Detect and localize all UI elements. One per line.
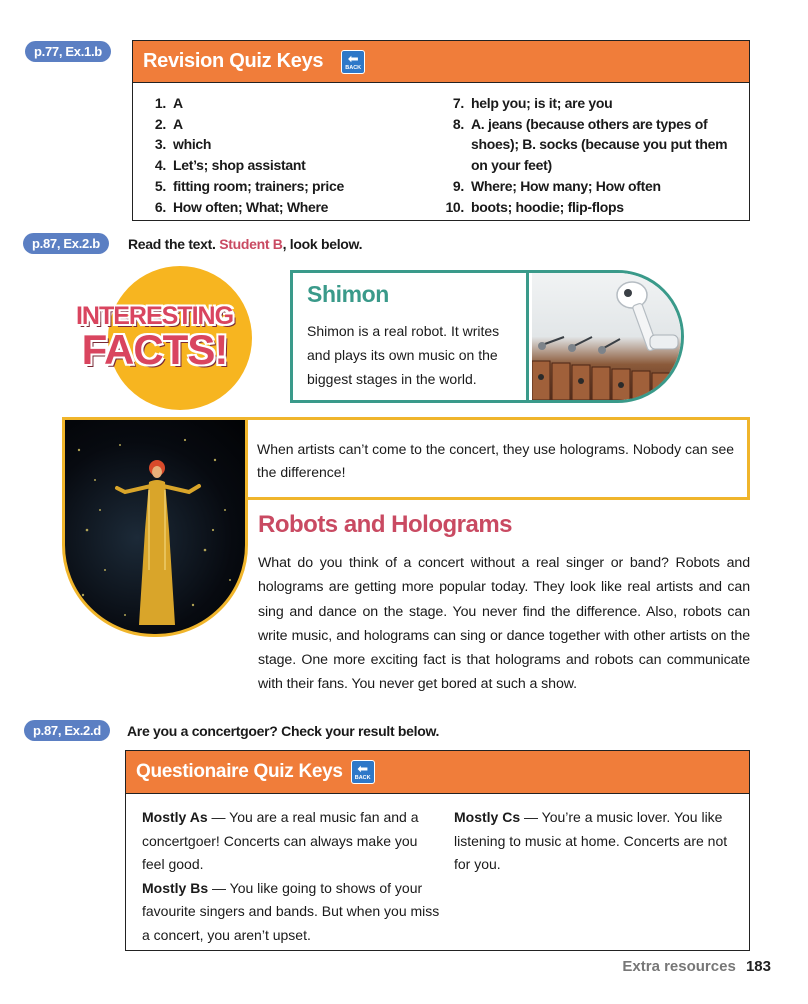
questionnaire-instruction: Are you a concertgoer? Check your result below. <box>127 723 440 739</box>
robot-marimba-photo <box>532 273 681 400</box>
revision-quiz-title: Revision Quiz Keys <box>143 50 324 72</box>
answer-item: 3. which <box>154 136 212 153</box>
hologram-singer-illustration <box>65 420 245 634</box>
student-b-highlight: Student B <box>219 236 283 252</box>
revision-quiz-keys-box <box>132 40 750 221</box>
answer-item: 10. boots; hoodie; flip-flops <box>445 198 624 215</box>
answer-item: 2. A <box>154 115 183 132</box>
page-footer <box>622 958 771 975</box>
answer-item: 9. Where; How many; How often <box>452 177 661 194</box>
answer-item: 8. A. jeans (because others are types of shoes); B. socks (because you put them on your feet) <box>452 115 728 174</box>
questionnaire-header <box>126 751 749 794</box>
article-title: Robots and Holograms <box>258 511 513 538</box>
exercise-ref-tag[interactable]: p.87, Ex.2.b <box>23 233 109 254</box>
result-mostly-a: Mostly As — You are a real music fan and a concertgoer! Concerts can always make you feel good. <box>142 809 419 873</box>
revision-quiz-header <box>133 41 749 83</box>
exercise-ref-tag[interactable]: p.77, Ex.1.b <box>25 41 111 62</box>
back-button[interactable] <box>351 760 375 784</box>
page-number: 183 <box>745 958 771 975</box>
hologram-text: When artists can’t come to the concert, they use holograms. Nobody can see the difference! <box>257 441 735 480</box>
back-label: BACK <box>345 64 362 71</box>
result-column-left <box>142 806 442 948</box>
back-arrow-icon: ⬅ <box>347 50 359 66</box>
result-mostly-c: Mostly Cs — You’re a music lover. You like listening to music at home. Concerts are not for you. <box>454 809 728 873</box>
shimon-card <box>290 270 684 403</box>
questionnaire-quiz-keys-box <box>125 750 750 951</box>
answer-list-right <box>445 93 735 217</box>
footer-section-label: Extra resources <box>622 958 736 975</box>
back-arrow-icon: ⬅ <box>357 761 369 776</box>
answer-list-left <box>147 93 437 217</box>
shimon-title: Shimon <box>307 281 389 307</box>
shimon-text-panel <box>293 273 529 400</box>
robot-illustration <box>532 273 684 400</box>
hologram-singer-photo <box>62 417 248 637</box>
result-mostly-b: Mostly Bs — You like going to shows of your favourite singers and bands. But when you miss a concert, you aren’t upset. <box>142 879 440 943</box>
answer-item: 7. help you; is it; are you <box>452 95 613 111</box>
exercise-ref-tag[interactable]: p.87, Ex.2.d <box>24 720 110 741</box>
article-body: What do you think of a concert without a real singer or band? Robots and holograms are getting more popular today. They look like real artists and can sing and dance on the stage. You never find the difference. Also, robots can write music, and holograms can sing or dance together with other artists on the stage. One more exciting fact is that holograms and robots can communicate with their fans. You never get bored at such a show. <box>258 555 750 693</box>
answer-item: 6. How often; What; Where <box>154 198 329 215</box>
shimon-description: Shimon is a real robot. It writes and plays its own music on the biggest stages in the world. <box>307 323 500 387</box>
answer-item: 4. Let’s; shop assistant <box>154 157 306 174</box>
questionnaire-title: Questionaire Quiz Keys <box>136 761 343 782</box>
answer-item: 5. fitting room; trainers; price <box>154 177 344 194</box>
answer-item: 1. A <box>154 95 183 111</box>
interesting-facts-logo: INTERESTING FACTS! <box>75 302 234 373</box>
back-button[interactable] <box>341 50 365 74</box>
reading-instruction: Read the text. Student B, look below. <box>128 236 363 252</box>
back-label: BACK <box>354 775 371 781</box>
result-column-right <box>454 806 746 877</box>
